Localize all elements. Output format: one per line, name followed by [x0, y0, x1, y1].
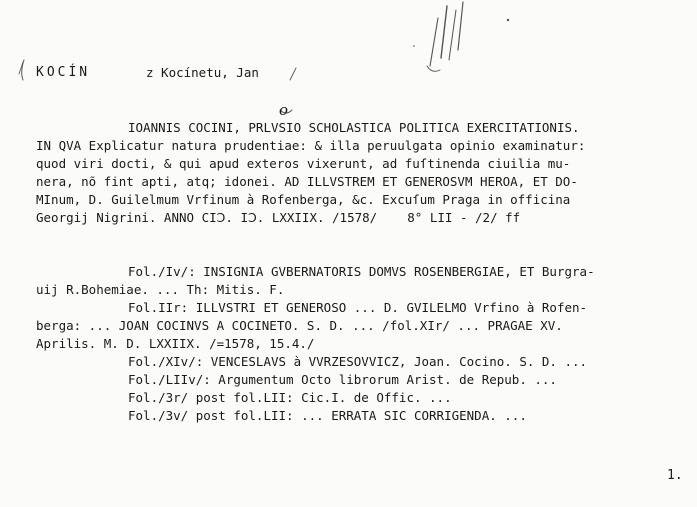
correction-mark: o [279, 101, 289, 119]
heading-see-also: z Kocínetu, Jan [146, 65, 259, 80]
note-line: uij R.Bohemiae. ... Th: Mitis. F. [36, 282, 285, 297]
note-line: Aprilis. M. D. LXXIIX. /=1578, 15.4./ [36, 336, 315, 351]
title-line: Georgij Nigrini. ANNO CIↃ. IↃ. LXXIIX. /1578/ 8° LII - /2/ ff [36, 210, 521, 225]
pen-stroke [290, 68, 296, 80]
note-line: Fol./LIIv/: Argumentum Octo librorum Arist. de Repub. ... [128, 372, 557, 387]
heading-name: KOCÍN [36, 65, 91, 80]
note-line: Fol./XIv/: VENCESLAVS à VVRZESOVVICZ, Joan. Cocino. S. D. ... [128, 354, 588, 369]
title-line: nera, nõ fint apti, atq; idonei. AD ILLVSTREM ET GENEROSVM HEROA, ET DO- [36, 174, 578, 189]
note-line: Fol./3r/ post fol.LII: Cic.I. de Offic. ... [128, 390, 452, 405]
pen-stroke [458, 2, 463, 50]
page-number: 1. [667, 468, 683, 483]
note-line: Fol.IIr: ILLVSTRI ET GENEROSO ... D. GVILELMO Vrfino à Rofen- [128, 300, 588, 315]
pen-stroke [19, 62, 23, 74]
note-line: berga: ... JOAN COCINVS A COCINETO. S. D. ... /fol.XIr/ ... PRAGAE XV. [36, 318, 563, 333]
pen-stroke [430, 18, 438, 66]
title-line: quod viri docti, & qui apud exteros vixerunt, ad fuſtinenda ciuilia mu- [36, 156, 571, 171]
note-line: Fol./3v/ post fol.LII: ... ERRATA SIC CORRIGENDA. ... [128, 408, 527, 423]
title-line: IOANNIS COCINI, PRLVSIO SCHOLASTICA POLITICA EXERCITATIONIS. [128, 120, 580, 135]
pen-stroke [22, 60, 24, 80]
title-line: IN QVA Explicatur natura prudentiae: & illa peruulgata opinio examinatur: [36, 138, 586, 153]
ink-dot [413, 45, 415, 47]
title-line: MInum, D. Guilelmum Vrfinum à Rofenberga, &c. Excuſum Praga in officina [36, 192, 571, 207]
ink-dot [507, 19, 509, 21]
pen-stroke [449, 10, 456, 60]
note-line: Fol./Iv/: INSIGNIA GVBERNATORIS DOMVS ROSENBERGIAE, ET Burgra- [128, 264, 595, 279]
pen-stroke [427, 66, 440, 71]
pen-stroke [441, 6, 447, 58]
